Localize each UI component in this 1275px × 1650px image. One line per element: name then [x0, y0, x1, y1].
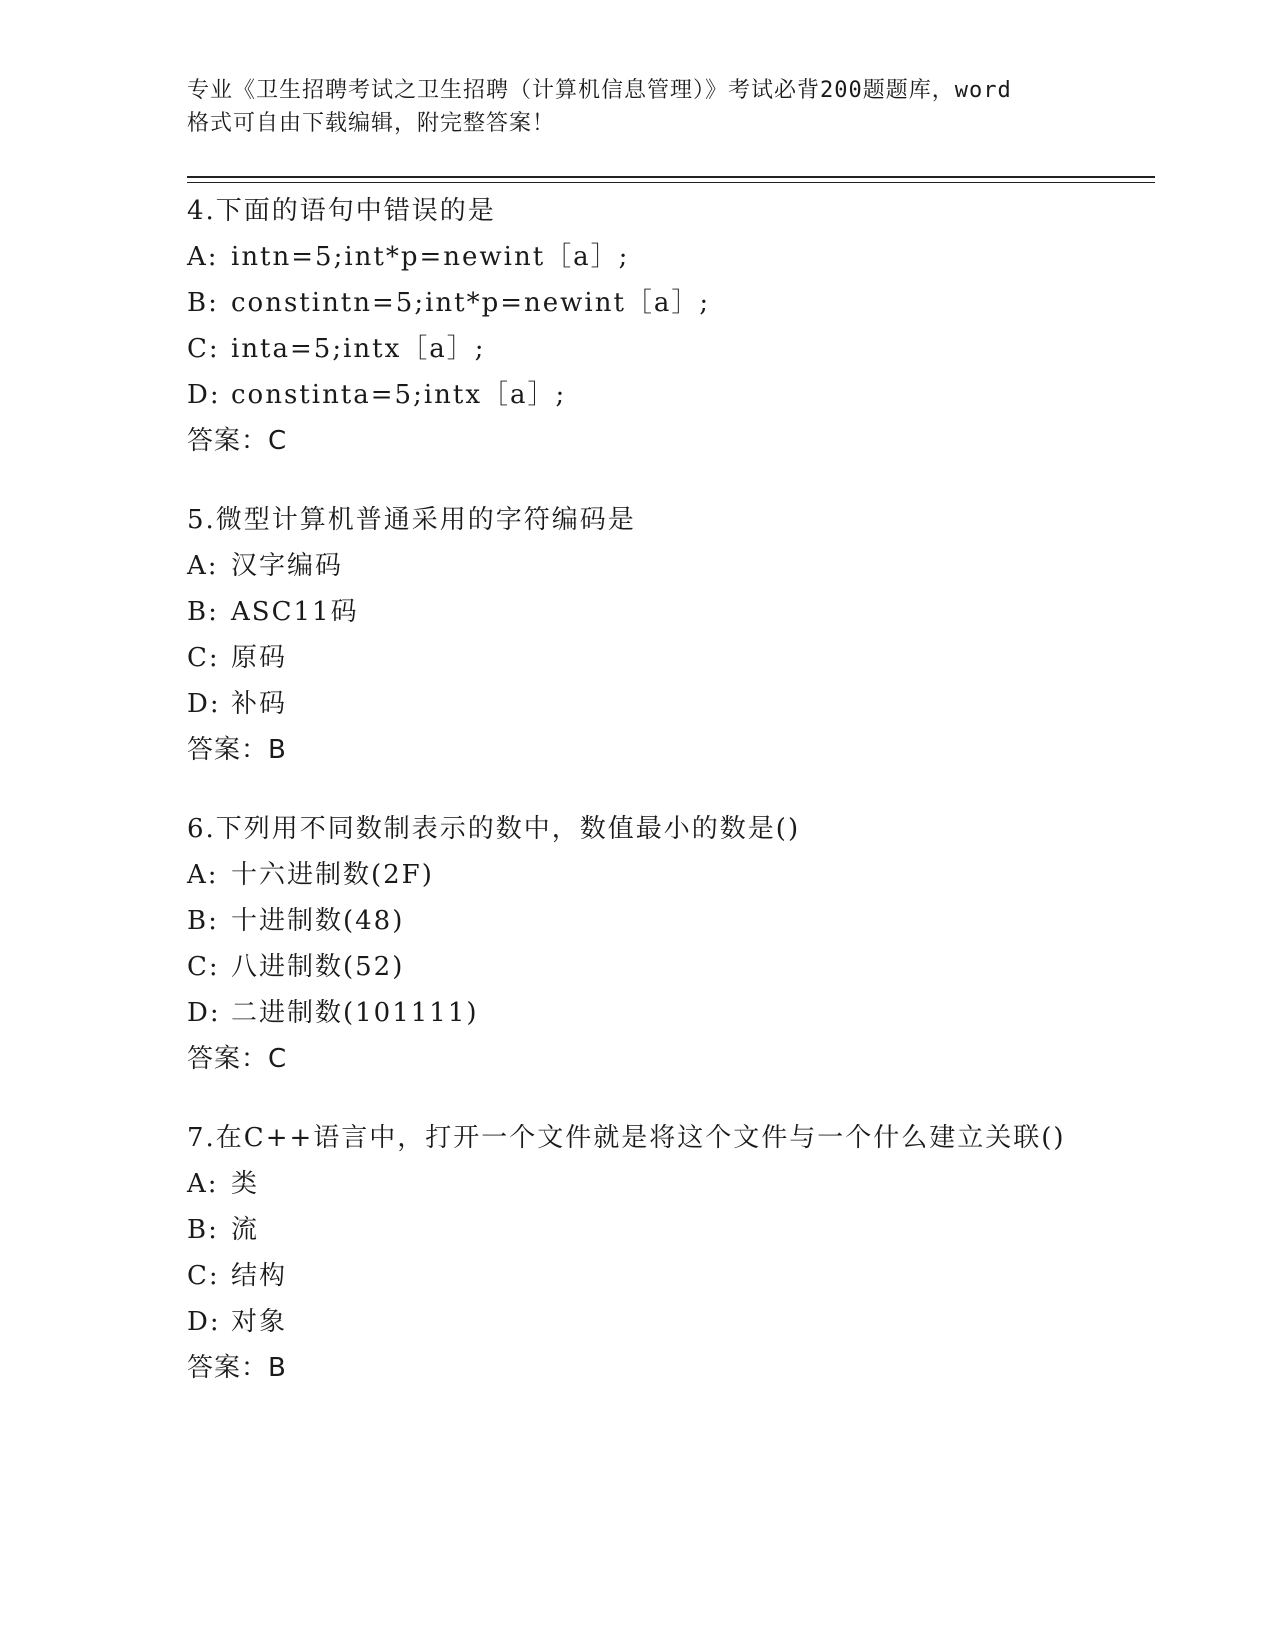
option-b	[187, 898, 1155, 944]
answer-value: C	[268, 1044, 288, 1074]
option-letter: D:	[187, 998, 221, 1028]
question-title: 5.微型计算机普通采用的字符编码是	[187, 505, 636, 535]
option-text: intn=5;int*p=newint［a］;	[231, 242, 630, 272]
option-letter: C:	[187, 334, 220, 364]
option-letter: D:	[187, 689, 221, 719]
answer-line	[187, 1345, 1155, 1391]
option-c	[187, 326, 1155, 372]
question-item	[187, 1115, 1155, 1391]
question-item	[187, 188, 1155, 464]
option-c	[187, 635, 1155, 681]
option-letter: C:	[187, 952, 220, 982]
option-text: 对象	[231, 1307, 288, 1337]
question-title: 6.下列用不同数制表示的数中，数值最小的数是()	[187, 814, 801, 844]
option-letter: C:	[187, 643, 220, 673]
option-text: inta=5;intx［a］;	[231, 334, 486, 364]
option-text: 二进制数(101111)	[231, 998, 479, 1028]
answer-label: 答案：	[187, 735, 269, 765]
question-title: 4.下面的语句中错误的是	[187, 196, 496, 226]
option-d	[187, 372, 1155, 418]
option-letter: B:	[187, 1215, 219, 1245]
header-divider	[187, 176, 1155, 178]
option-text: constinta=5;intx［a］;	[231, 380, 567, 410]
option-d	[187, 990, 1155, 1036]
option-b	[187, 1207, 1155, 1253]
answer-label: 答案：	[187, 1353, 269, 1383]
answer-line	[187, 418, 1155, 464]
option-letter: A:	[187, 551, 219, 581]
header-line-2: 格式可自由下载编辑，附完整答案！	[187, 111, 556, 136]
option-a	[187, 234, 1155, 280]
question-title: 7.在C++语言中，打开一个文件就是将这个文件与一个什么建立关联()	[187, 1123, 1066, 1153]
option-letter: B:	[187, 288, 219, 318]
question-item	[187, 806, 1155, 1082]
option-text: 汉字编码	[231, 551, 344, 581]
option-text: 原码	[231, 643, 288, 673]
option-letter: A:	[187, 1169, 219, 1199]
question-item	[187, 497, 1155, 773]
option-d	[187, 1299, 1155, 1345]
option-a	[187, 1161, 1155, 1207]
option-a	[187, 543, 1155, 589]
option-text: 八进制数(52)	[231, 952, 405, 982]
option-b	[187, 589, 1155, 635]
option-b	[187, 280, 1155, 326]
document-header	[187, 74, 1087, 140]
option-d	[187, 681, 1155, 727]
option-text: 结构	[231, 1261, 288, 1291]
option-a	[187, 852, 1155, 898]
option-letter: D:	[187, 1307, 221, 1337]
option-letter: A:	[187, 860, 219, 890]
header-line-1: 专业《卫生招聘考试之卫生招聘（计算机信息管理）》考试必背200题题库，word	[187, 78, 1012, 103]
option-text: 补码	[231, 689, 288, 719]
answer-label: 答案：	[187, 1044, 269, 1074]
answer-label: 答案：	[187, 426, 269, 456]
option-c	[187, 944, 1155, 990]
option-letter: D:	[187, 380, 221, 410]
answer-line	[187, 1036, 1155, 1082]
option-text: 类	[231, 1169, 260, 1199]
option-letter: B:	[187, 906, 219, 936]
option-text: 十六进制数(2F)	[231, 860, 434, 890]
option-letter: B:	[187, 597, 219, 627]
option-text: 十进制数(48)	[231, 906, 405, 936]
answer-value: B	[268, 1353, 287, 1383]
option-text: constintn=5;int*p=newint［a］;	[231, 288, 711, 318]
answer-value: C	[268, 426, 288, 456]
question-list	[187, 188, 1155, 1424]
option-letter: C:	[187, 1261, 220, 1291]
option-text: 流	[231, 1215, 260, 1245]
option-text: ASC11码	[231, 597, 359, 627]
answer-value: B	[268, 735, 287, 765]
option-letter: A:	[187, 242, 219, 272]
option-c	[187, 1253, 1155, 1299]
header-divider-thin	[187, 182, 1155, 183]
answer-line	[187, 727, 1155, 773]
